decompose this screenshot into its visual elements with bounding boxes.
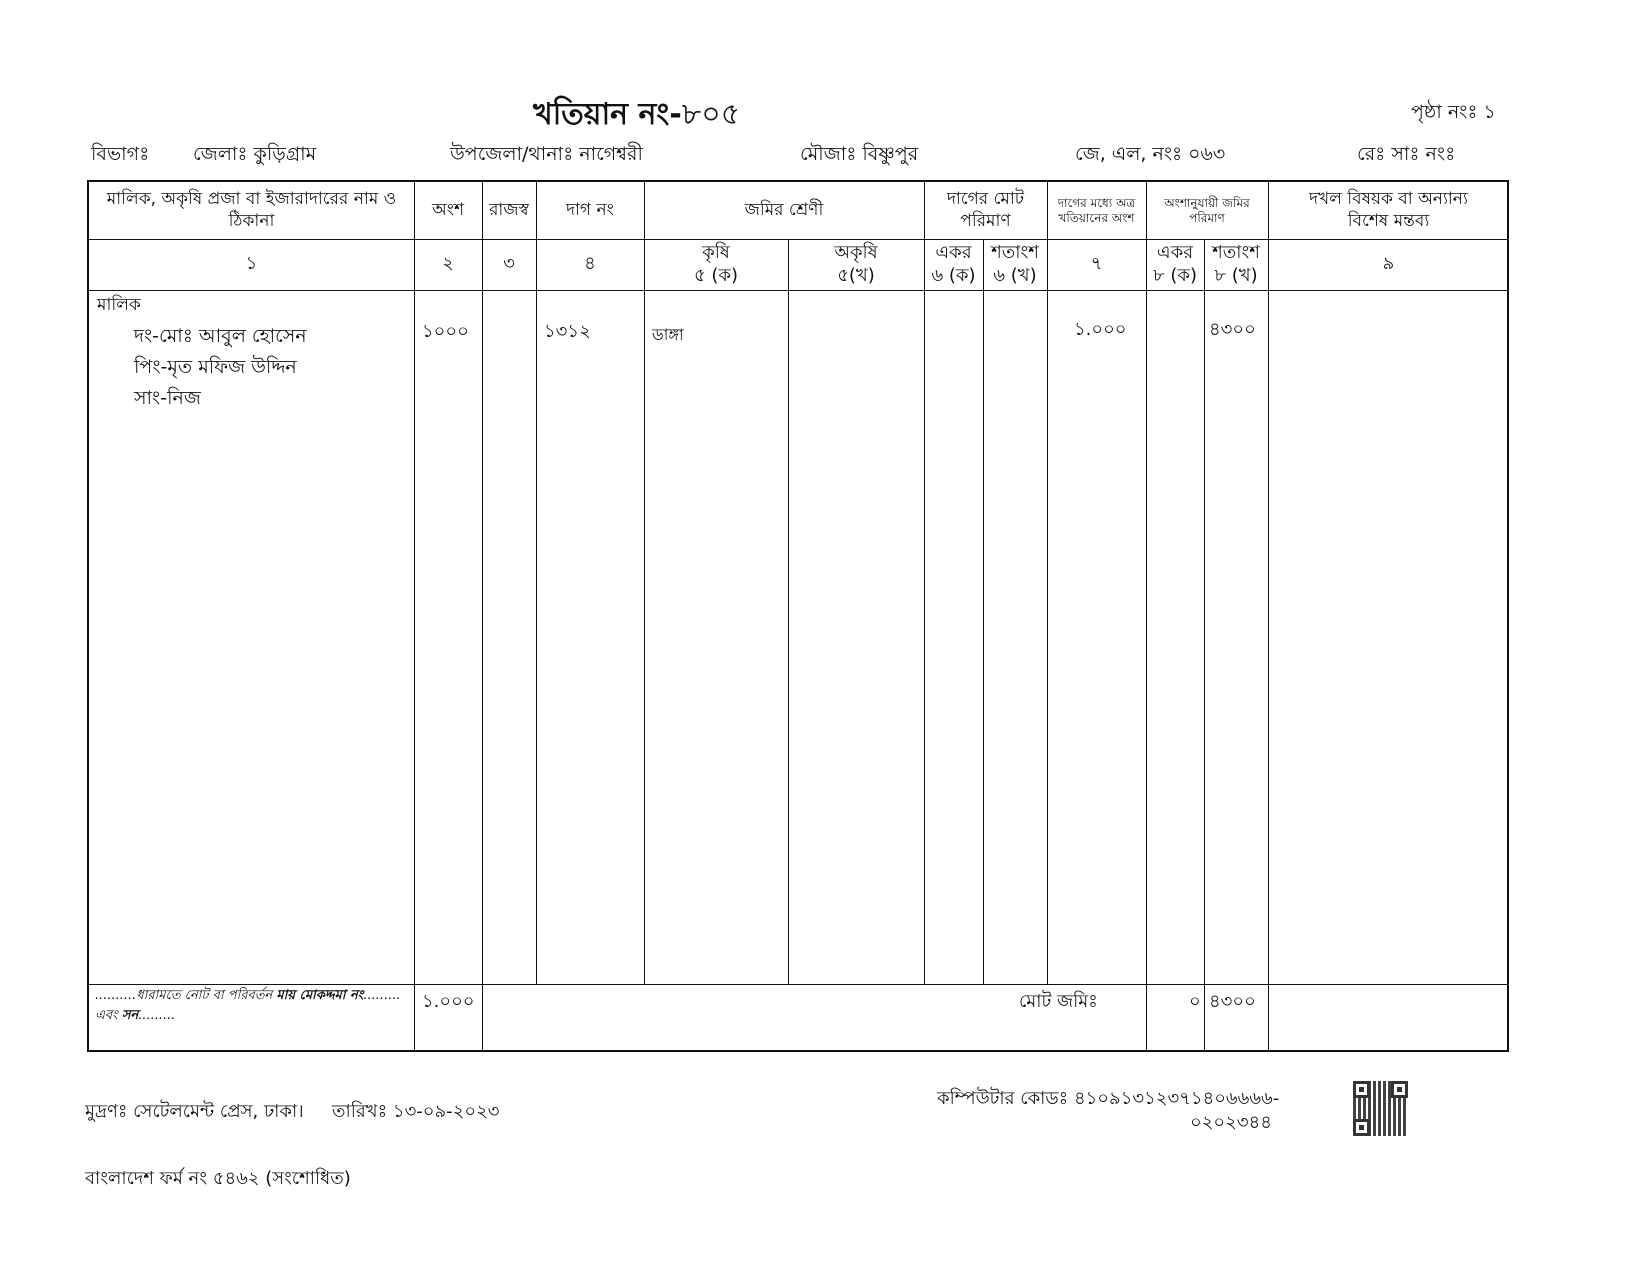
owner-line-father: পিং-মৃত মফিজ উদ্দিন [134, 356, 297, 378]
note-case-no: মায় মোকদ্দমা নং [276, 988, 364, 1003]
header-land-class: জমির শ্রেণী [744, 199, 824, 220]
col-number-9: ৯ [1382, 253, 1395, 275]
col-number-3: ৩ [503, 253, 515, 275]
page-title [533, 90, 740, 141]
col-5kh [788, 239, 924, 290]
print-date: তারিখঃ ১৩-০৯-২০২৩ [332, 1101, 500, 1122]
col-5k-number: ৫ (ক) [693, 264, 739, 286]
total-land-label: মোট জমিঃ [1019, 991, 1098, 1012]
district-field: জেলাঃ কুড়িগ্রাম [193, 143, 317, 165]
col-6k-label: একর [935, 242, 972, 263]
header-remarks: দখল বিষয়ক বা অন্যান্য বিশেষ মন্তব্য [1309, 189, 1468, 231]
form-number: বাংলাদেশ ফর্ম নং ৫৪৬২ (সংশোধিত) [85, 1168, 351, 1189]
header-revenue: রাজস্ব [489, 199, 529, 220]
note-mid: ......... এবং [95, 988, 401, 1023]
mouza-field: মৌজাঃ বিষ্ণুপুর [800, 143, 919, 165]
owner-line-address: সাং-নিজ [134, 387, 201, 409]
row-land-decimal: ৪৩০০ [1209, 319, 1256, 340]
col-number-7: ৭ [1090, 253, 1103, 275]
computer-code-line1: কম্পিউটার কোডঃ ৪১০৯১৩১২৩৭১৪০৬৬৬৬- [937, 1088, 1280, 1109]
col-8k-number: ৮ (ক) [1152, 264, 1198, 286]
header-owner: মালিক, অকৃষি প্রজা বা ইজারাদারের নাম ও ঠিকানা [106, 189, 397, 231]
header-dag-no: দাগ নং [566, 199, 614, 220]
col-5k [644, 239, 788, 290]
upazila-field: উপজেলা/থানাঃ নাগেশ্বরী [450, 143, 643, 165]
col-6kh-number: ৬ (খ) [993, 264, 1037, 286]
col-5k-label: কৃষি [702, 242, 730, 263]
re-sa-number-field: রেঃ সাঃ নংঃ [1357, 143, 1456, 165]
header-share: অংশ [431, 199, 465, 220]
owner-heading: মালিক [97, 295, 141, 315]
total-acre: ০ [1189, 991, 1201, 1012]
khatian-number: ৮০৫ [681, 97, 741, 132]
row-dag-no: ১৩১২ [544, 321, 591, 342]
col-6kh [983, 239, 1047, 290]
col-5kh-number: ৫(খ) [837, 264, 875, 286]
qr-code-icon [1353, 1081, 1408, 1136]
header-share-land: অংশানুযায়ী জমির পরিমাণ [1164, 195, 1250, 225]
total-share: ১.০০০ [422, 991, 475, 1012]
total-decimal: ৪৩০০ [1209, 991, 1256, 1012]
row-share: ১০০০ [422, 321, 469, 342]
col-6kh-label: শতাংশ [991, 242, 1039, 263]
row-khatian-share: ১.০০০ [1074, 319, 1127, 340]
col-5kh-label: অকৃষি [834, 242, 878, 263]
title-label: খতিয়ান নং- [533, 97, 682, 132]
col-number-1: ১ [245, 253, 258, 275]
division-field: বিভাগঃ [91, 143, 150, 165]
col-8k-label: একর [1156, 242, 1194, 263]
header-dag-total: দাগের মোট পরিমাণ [946, 189, 1025, 231]
khatian-table [87, 180, 1509, 1052]
col-number-2: ২ [442, 253, 454, 275]
col-8kh-number: ৮ (খ) [1214, 264, 1258, 286]
col-8k [1146, 239, 1204, 290]
owner-line-name: দং-মোঃ আবুল হোসেন [134, 325, 307, 347]
col-number-4: ৪ [584, 253, 596, 275]
printer-info: মুদ্রণঃ সেটেলমেন্ট প্রেস, ঢাকা। [85, 1101, 304, 1122]
amendment-note [95, 986, 405, 1025]
col-8kh [1204, 239, 1268, 290]
row-agri-class: ডাঙ্গা [652, 325, 684, 344]
note-prefix: ..........ধারামতে নোট বা পরিবর্তন [95, 988, 277, 1003]
col-6k [924, 239, 983, 290]
note-year: সন [121, 1007, 139, 1023]
note-suffix: ......... [138, 1007, 176, 1023]
header-khatian-share: দাগের মধ্যে অত্র খতিয়ানের অংশ [1057, 195, 1136, 225]
jl-number-field: জে, এল, নংঃ ০৬৩ [1075, 143, 1226, 165]
computer-code-line2: ০২০২৩৪৪ [1190, 1112, 1272, 1133]
col-6k-number: ৬ (ক) [931, 264, 976, 286]
col-8kh-label: শতাংশ [1212, 242, 1260, 263]
page-number: পৃষ্ঠা নংঃ ১ [1411, 101, 1496, 123]
